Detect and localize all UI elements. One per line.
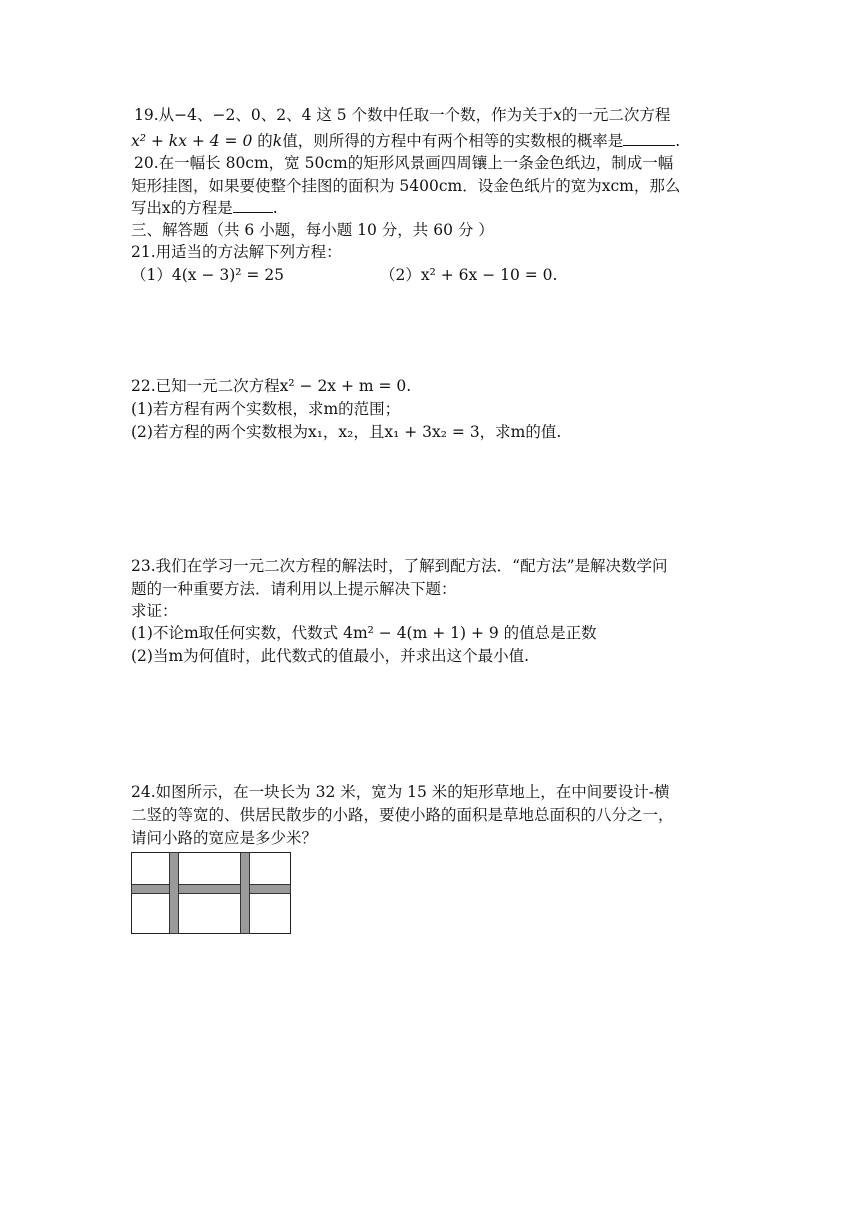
q19-text-b: 的一元二次方程: [561, 106, 671, 124]
lawn-rectangle-figure: [131, 852, 291, 934]
q20-answer-blank[interactable]: [233, 198, 273, 213]
q24-line2: 二竖的等宽的、供居民散步的小路，要使小路的面积是草地总面积的八分之一，: [131, 806, 674, 824]
q20-line3: [131, 197, 278, 219]
q22-title: 22.已知一元二次方程x² − 2x + m = 0.: [131, 377, 412, 395]
vertical-path-left: [169, 852, 179, 934]
q19-answer-blank[interactable]: [623, 131, 675, 146]
q19-text-a: 19.从−4、−2、0、2、4 这 5 个数中任取一个数，作为关于: [134, 106, 554, 124]
q21-part2: （2）x² + 6x − 10 = 0.: [380, 266, 558, 284]
q23-line3: 求证：: [131, 602, 178, 620]
q19-var-x: x: [553, 106, 562, 124]
q20-line1: 20.在一幅长 80cm，宽 50cm的矩形风景画四周镶上一条金色纸边，制成一幅: [134, 154, 674, 172]
q23-line1: 23.我们在学习一元二次方程的解法时，了解到配方法．“配方法”是解决数学问: [131, 557, 668, 575]
q22-part1: (1)若方程有两个实数根，求m的范围；: [131, 400, 401, 418]
q19-var-k: k: [272, 132, 283, 150]
q19-line2: [131, 130, 680, 152]
q23-part1: (1)不论m取任何实数，代数式 4m² − 4(m + 1) + 9 的值总是正数: [131, 624, 597, 642]
horizontal-path: [131, 884, 291, 894]
q20-text: 写出x的方程是: [131, 199, 233, 217]
q19-text-d: 值，则所得的方程中有两个相等的实数根的概率是: [282, 132, 624, 150]
q23-part2: (2)当m为何值时，此代数式的值最小，并求出这个最小值.: [131, 647, 530, 665]
q21-title: 21.用适当的方法解下列方程：: [131, 243, 342, 261]
q19-text-c: 的: [257, 132, 273, 150]
q24-line3: 请问小路的宽应是多少米？: [131, 829, 318, 847]
q19-period: .: [675, 132, 681, 150]
q19-line1: [134, 104, 670, 126]
q23-line2: 题的一种重要方法．请利用以上提示解决下题：: [131, 580, 457, 598]
q19-equation: x² + kx + 4 = 0: [131, 132, 253, 150]
q24-line1: 24.如图所示，在一块长为 32 米，宽为 15 米的矩形草地上，在中间要设计-横: [131, 783, 670, 801]
q22-part2: (2)若方程的两个实数根为x₁，x₂，且x₁ + 3x₂ = 3，求m的值.: [131, 423, 562, 441]
section-heading: 三、解答题（共 6 小题，每小题 10 分，共 60 分 ）: [131, 221, 494, 239]
q21-part1: （1）4(x − 3)² = 25: [131, 266, 285, 284]
q20-period: .: [272, 199, 278, 217]
q20-line2: 矩形挂图，如果要使整个挂图的面积为 5400cm．设金色纸片的宽为xcm，那么: [131, 177, 681, 195]
vertical-path-right: [240, 852, 250, 934]
